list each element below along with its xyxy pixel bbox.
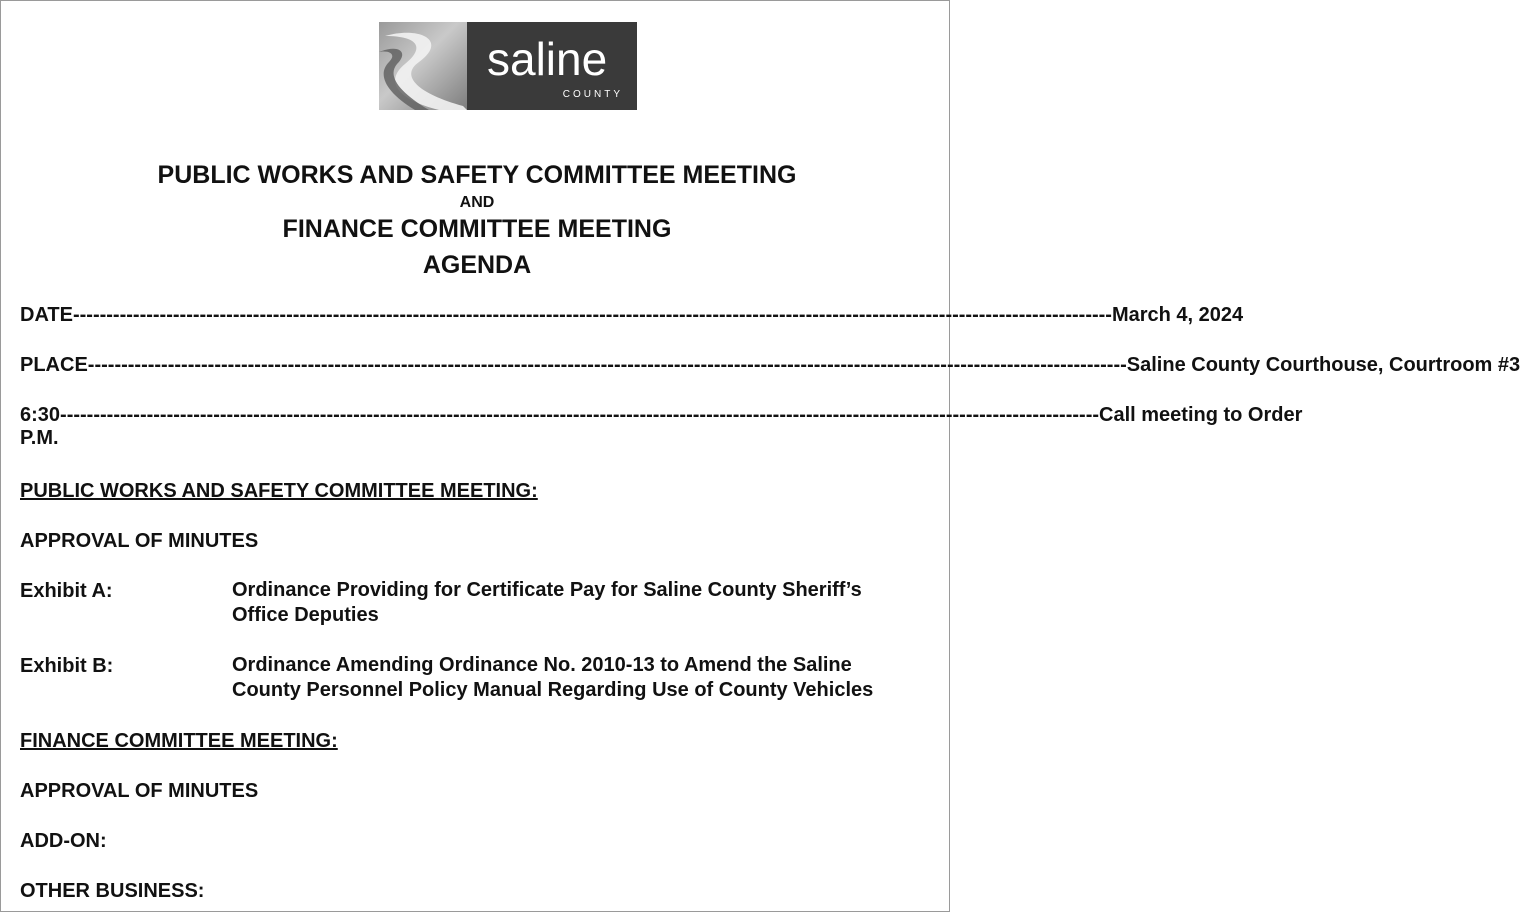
- public-works-approval-minutes: APPROVAL OF MINUTES: [20, 530, 259, 552]
- exhibit-b-label: Exhibit B:: [20, 655, 114, 677]
- swoosh-icon: [379, 22, 467, 110]
- exhibit-b-line1: Ordinance Amending Ordinance No. 2010-13 to Amend the Saline: [232, 654, 852, 676]
- other-business-heading: OTHER BUSINESS:: [20, 880, 205, 902]
- leader-dots: ------------------------------------------------------------------------------------------------------------------------------------------------------------: [87, 354, 1127, 376]
- place-value: Saline County Courthouse, Courtroom #3: [1126, 354, 1520, 376]
- time-label: 6:30 P.M.: [20, 404, 61, 449]
- saline-county-logo: [379, 22, 637, 110]
- date-label: DATE: [20, 304, 73, 326]
- add-on-heading: ADD-ON:: [20, 830, 107, 852]
- logo-saline-text: saline: [487, 33, 608, 85]
- date-row: [20, 304, 1244, 327]
- title-agenda: AGENDA: [422, 251, 532, 279]
- logo-county-text: COUNTY: [562, 89, 623, 100]
- exhibit-a-line1: Ordinance Providing for Certificate Pay for Saline County Sheriff’s: [232, 579, 862, 601]
- public-works-heading: PUBLIC WORKS AND SAFETY COMMITTEE MEETING:: [20, 480, 538, 502]
- exhibit-a-label: Exhibit A:: [20, 580, 113, 602]
- date-value: March 4, 2024: [1111, 304, 1244, 326]
- exhibit-b-line2: County Personnel Policy Manual Regarding Use of County Vehicles: [232, 679, 874, 701]
- leader-dots: ------------------------------------------------------------------------------------------------------------------------------------------------------------: [72, 304, 1112, 326]
- logo-wordmark: [467, 22, 637, 110]
- exhibit-a-text: [232, 578, 932, 628]
- title-public-works: PUBLIC WORKS AND SAFETY COMMITTEE MEETING: [157, 161, 797, 189]
- time-value: Call meeting to Order: [1099, 404, 1303, 426]
- time-row: [20, 404, 1303, 450]
- title-and: AND: [459, 194, 495, 211]
- exhibit-a-line2: Office Deputies: [232, 604, 379, 626]
- exhibit-b-text: [232, 653, 932, 703]
- title-finance: FINANCE COMMITTEE MEETING: [282, 215, 672, 243]
- finance-heading: FINANCE COMMITTEE MEETING:: [20, 730, 338, 752]
- place-row: [20, 354, 1520, 377]
- place-label: PLACE: [20, 354, 88, 376]
- leader-dots: ------------------------------------------------------------------------------------------------------------------------------------------------------------: [60, 404, 1100, 426]
- finance-approval-minutes: APPROVAL OF MINUTES: [20, 780, 259, 802]
